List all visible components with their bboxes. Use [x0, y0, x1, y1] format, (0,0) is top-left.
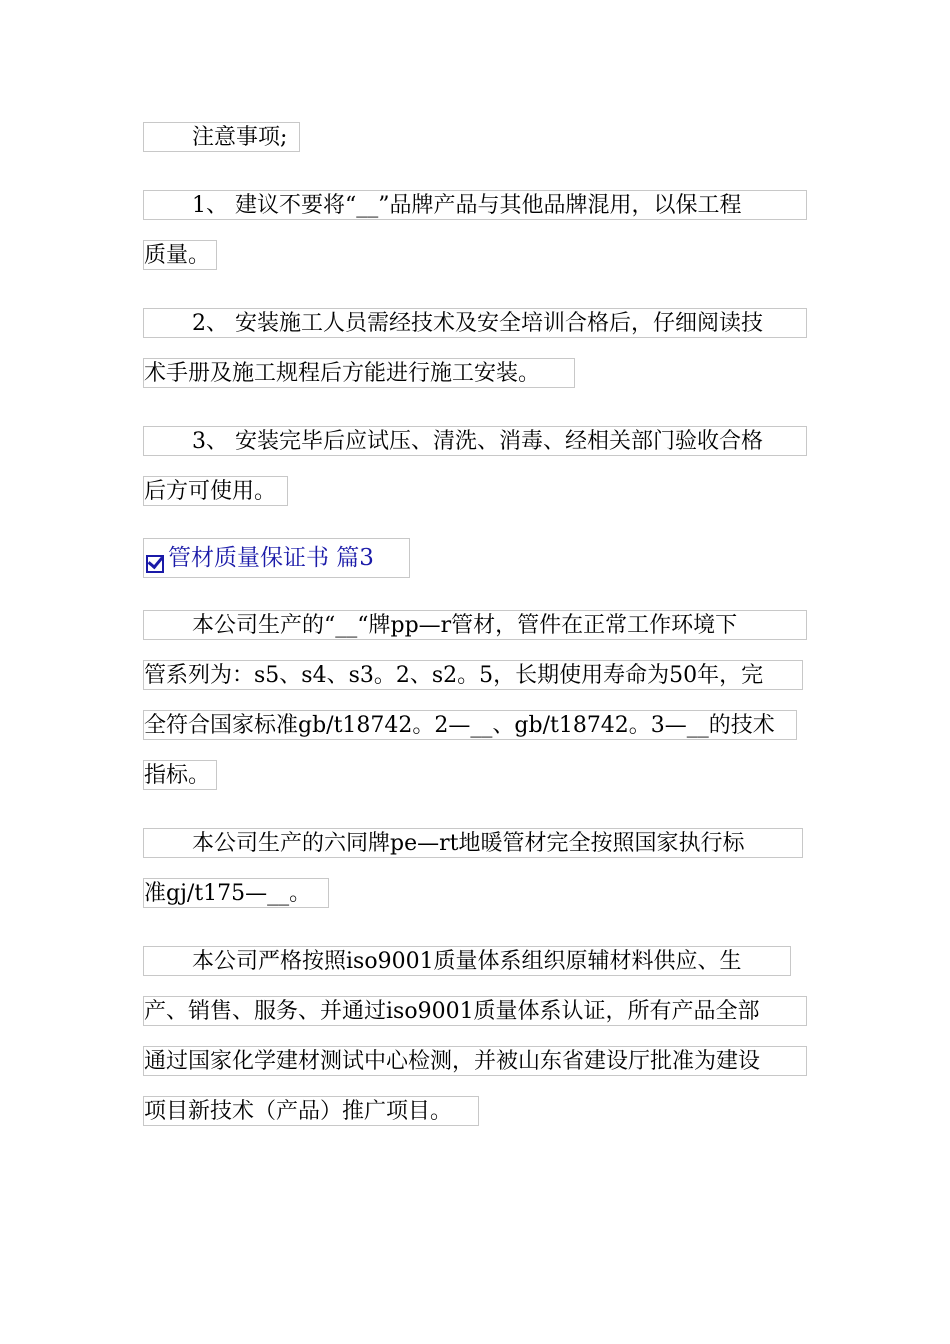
paragraph-1-line-3: 全符合国家标准gb/t18742。2—__、gb/t18742。3—__的技术	[143, 710, 797, 740]
paragraph-1-line-1: 本公司生产的“__“牌pp—r管材，管件在正常工作环境下	[143, 610, 807, 640]
section-heading	[143, 538, 410, 578]
paragraph-1-line-2: 管系列为：s5、s4、s3。2、s2。5，长期使用寿命为50年，完	[143, 660, 803, 690]
note-item-2-line-1: 2、 安装施工人员需经技术及安全培训合格后，仔细阅读技	[143, 308, 807, 338]
note-item-3-line-1: 3、 安装完毕后应试压、清洗、消毒、经相关部门验收合格	[143, 426, 807, 456]
note-item-2-line-2: 术手册及施工规程后方能进行施工安装。	[143, 358, 575, 388]
paragraph-3-line-4: 项目新技术（产品）推广项目。	[143, 1096, 479, 1126]
paragraph-3-line-1: 本公司严格按照iso9001质量体系组织原辅材料供应、生	[143, 946, 791, 976]
note-item-3-line-2: 后方可使用。	[143, 476, 288, 506]
paragraph-1-line-4: 指标。	[143, 760, 217, 790]
notes-title: 注意事项;	[143, 122, 300, 152]
checkbox-icon	[146, 555, 164, 573]
paragraph-2-line-2: 准gj/t175—__。	[143, 878, 329, 908]
paragraph-2-line-1: 本公司生产的六同牌pe—rt地暖管材完全按照国家执行标	[143, 828, 803, 858]
section-heading-text: 管材质量保证书 篇3	[168, 545, 374, 571]
note-item-1-line-1: 1、 建议不要将“__”品牌产品与其他品牌混用，以保工程	[143, 190, 807, 220]
paragraph-3-line-3: 通过国家化学建材测试中心检测，并被山东省建设厅批准为建设	[143, 1046, 807, 1076]
paragraph-3-line-2: 产、销售、服务、并通过iso9001质量体系认证，所有产品全部	[143, 996, 807, 1026]
note-item-1-line-2: 质量。	[143, 240, 217, 270]
